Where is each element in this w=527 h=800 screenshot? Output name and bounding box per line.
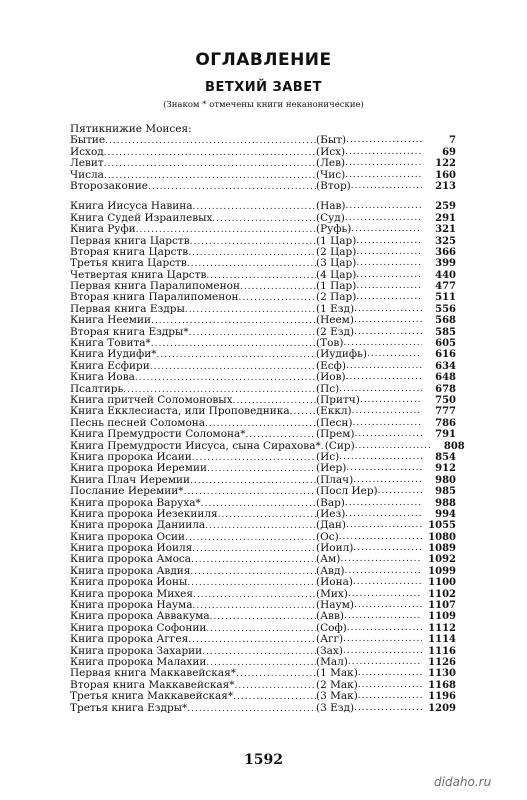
toc-entry-page: 399 xyxy=(435,258,456,270)
toc-entry xyxy=(70,691,456,702)
toc-entry-abbreviation: (2 Езд) xyxy=(316,325,355,338)
leader-dots xyxy=(201,499,316,510)
leader-dots xyxy=(236,669,316,680)
toc-entry-title: Книга пророка Иеремии xyxy=(70,462,207,475)
toc-entry-abbreviation: (Мал) xyxy=(316,655,348,668)
toc-entry xyxy=(70,224,456,235)
toc-entry-page: 440 xyxy=(435,269,456,281)
toc-entry-page: 1107 xyxy=(428,600,456,612)
leader-dots xyxy=(378,486,422,497)
toc-entry-page: 1055 xyxy=(428,520,456,532)
leader-dots xyxy=(345,158,422,169)
toc-entry-abbreviation: (1 Пар) xyxy=(316,280,357,293)
pentateuch-label: Пятикнижие Моисея: xyxy=(70,123,192,135)
leader-dots xyxy=(193,590,316,601)
toc-entry-title: Книга Иудифи* xyxy=(70,348,157,361)
toc-entry-page: 511 xyxy=(435,292,456,304)
toc-entry-abbr-wrap xyxy=(316,520,422,531)
toc-entry-abbreviation: (3 Езд) xyxy=(316,701,355,714)
toc-entry-abbreviation: (Втор) xyxy=(316,179,351,192)
leader-dots xyxy=(218,510,316,521)
table-of-contents xyxy=(70,123,465,714)
toc-entry xyxy=(70,181,456,192)
toc-entry-abbreviation: (Ос) xyxy=(316,530,339,543)
pentateuch-list xyxy=(70,135,456,192)
leader-dots xyxy=(353,543,422,554)
leader-dots xyxy=(348,589,422,600)
toc-entry xyxy=(70,372,456,383)
toc-entry-abbreviation: (Руфь) xyxy=(316,223,352,236)
toc-entry-title: Левит xyxy=(70,157,104,170)
toc-entry-abbreviation: (Дан) xyxy=(316,519,346,532)
leader-dots xyxy=(344,611,422,622)
leader-dots xyxy=(354,304,422,315)
leader-dots xyxy=(356,292,422,303)
leader-dots xyxy=(343,646,422,657)
toc-entry xyxy=(70,577,456,588)
toc-entry-abbr-wrap xyxy=(316,372,422,383)
leader-dots xyxy=(348,657,422,668)
toc-entry-page: 366 xyxy=(435,246,456,258)
toc-entry-title: Книга пророка Даниила xyxy=(70,519,206,532)
leader-dots xyxy=(352,406,422,417)
toc-entry-page: 1080 xyxy=(428,531,456,543)
toc-entry-abbreviation: (Зах) xyxy=(316,644,343,657)
leader-dots xyxy=(354,600,422,611)
toc-entry-page: 777 xyxy=(435,406,456,418)
toc-entry-page: 160 xyxy=(435,169,456,181)
toc-entry-page: 259 xyxy=(435,201,456,213)
leader-dots xyxy=(353,577,422,588)
toc-entry-abbreviation: (Пс) xyxy=(316,382,340,395)
leader-dots xyxy=(358,668,422,679)
toc-entry-abbreviation: (Вар) xyxy=(316,496,345,509)
toc-entry xyxy=(70,486,456,497)
toc-entry xyxy=(70,634,456,645)
toc-entry-page: 1100 xyxy=(428,577,456,589)
leader-dots xyxy=(356,236,422,247)
toc-entry-title: Книга пророка Варуха* xyxy=(70,496,201,509)
toc-entry-abbreviation: (Песн) xyxy=(316,416,353,429)
toc-entry-page: 1209 xyxy=(428,702,456,714)
toc-entry-abbreviation: (Нав) xyxy=(316,200,346,213)
toc-entry-title: Послание Иеремии* xyxy=(70,485,184,498)
toc-entry-title: Книга пророка Иезекииля xyxy=(70,507,218,520)
leader-dots xyxy=(356,258,422,269)
leader-dots xyxy=(104,148,316,159)
toc-entry-title: Четвертая книга Царств xyxy=(70,268,207,281)
toc-entry-page: 7 xyxy=(449,135,456,147)
toc-entry xyxy=(70,158,456,169)
toc-entry-page: 750 xyxy=(435,394,456,406)
watermark-logo: didaho.ru xyxy=(434,775,492,789)
toc-entry-abbr-wrap xyxy=(316,577,422,588)
leader-dots xyxy=(239,293,316,304)
toc-entry-title: Первая книга Царств xyxy=(70,234,190,247)
toc-entry-abbr-wrap xyxy=(316,181,422,192)
leader-dots xyxy=(345,498,422,509)
toc-entry-title: Книга Руфи xyxy=(70,223,136,236)
toc-entry-abbreviation: (1 Цар) xyxy=(316,234,357,247)
leader-dots xyxy=(354,429,422,440)
toc-entry-page: 321 xyxy=(435,224,456,236)
toc-entry-title: Первая книга Ездры xyxy=(70,302,185,315)
toc-entry-abbreviation: (Мих) xyxy=(316,587,348,600)
leader-dots xyxy=(210,612,316,623)
leader-dots xyxy=(346,201,422,212)
leader-dots xyxy=(193,601,317,612)
toc-entry-title: Книга Иова xyxy=(70,371,135,384)
toc-entry-abbreviation: (Ис) xyxy=(316,450,340,463)
toc-entry-page: 1109 xyxy=(428,611,456,623)
toc-entry-title: Книга пророка Осии xyxy=(70,530,185,543)
toc-entry-abbreviation: (2 Пар) xyxy=(316,291,357,304)
toc-entry-page: 1196 xyxy=(428,691,456,703)
toc-entry-abbreviation: (Иона) xyxy=(316,576,353,589)
toc-entry-page: 912 xyxy=(435,463,456,475)
toc-entry-title: Числа xyxy=(70,168,104,181)
leader-dots xyxy=(339,452,422,463)
leader-dots xyxy=(233,692,316,703)
toc-entry-title: Первая книга Маккавейская* xyxy=(70,667,236,680)
leader-dots xyxy=(356,247,422,258)
toc-entry-title: Книга Иисуса Навина xyxy=(70,200,193,213)
toc-entry xyxy=(70,520,456,531)
toc-entry-title: Книга пророка Софонии xyxy=(70,621,207,634)
toc-entry-page: 616 xyxy=(435,349,456,361)
toc-entry-title: Песнь песней Соломона xyxy=(70,416,206,429)
toc-entry-page: 1089 xyxy=(428,543,456,555)
toc-entry-page: 1099 xyxy=(428,565,456,577)
leader-dots xyxy=(190,237,316,248)
toc-entry-page: 786 xyxy=(435,417,456,429)
canon-note: (Знаком * отмечены книги неканонические) xyxy=(163,100,364,110)
toc-entry-abbr-wrap xyxy=(316,691,422,702)
leader-dots xyxy=(367,349,422,360)
toc-entry-title: Книга Неемии xyxy=(70,314,151,327)
toc-entry-abbreviation: (4 Цар) xyxy=(316,268,357,281)
toc-entry-abbreviation: (Исх) xyxy=(316,145,346,158)
toc-entry-page: 854 xyxy=(435,451,456,463)
toc-entry-page: 291 xyxy=(435,212,456,224)
toc-entry-title: Книга пророка Авдия xyxy=(70,564,191,577)
toc-entry-page: 568 xyxy=(435,315,456,327)
toc-entry-page: 213 xyxy=(435,180,456,192)
toc-entry-abbreviation: (Еккл) xyxy=(316,405,352,418)
toc-entry-page: 1126 xyxy=(428,656,456,668)
page-title: ОГЛАВЛЕНИЕ xyxy=(195,50,332,70)
toc-entry-abbreviation: (1 Езд) xyxy=(316,302,355,315)
toc-entry-page: 808 xyxy=(443,440,465,452)
toc-entry-page: 1130 xyxy=(428,668,456,680)
leader-dots xyxy=(212,214,316,225)
toc-entry-title: Книга Екклесиаста, или Проповедника xyxy=(70,405,290,418)
leader-dots xyxy=(188,635,316,646)
leader-dots xyxy=(290,407,316,418)
leader-dots xyxy=(347,623,422,634)
toc-entry-page: 994 xyxy=(435,508,456,520)
leader-dots xyxy=(340,554,422,565)
leader-dots xyxy=(157,350,317,361)
leader-dots xyxy=(207,464,316,475)
leader-dots xyxy=(240,282,316,293)
toc-entry-page: 556 xyxy=(435,303,456,315)
leader-dots xyxy=(346,135,422,146)
toc-entry-title: Книга пророка Малахии xyxy=(70,655,207,668)
toc-entry-page: 1102 xyxy=(428,588,456,600)
toc-entry-title: Книга Есфири xyxy=(70,359,150,372)
toc-entry-abbreviation: (2 Цар) xyxy=(316,245,357,258)
toc-entry-abbreviation: (Соф) xyxy=(316,621,347,634)
toc-entry-abbr-wrap xyxy=(325,441,431,452)
leader-dots xyxy=(135,373,316,384)
leader-dots xyxy=(360,395,422,406)
leader-dots xyxy=(356,270,422,281)
toc-entry-title: Вторая книга Маккавейская* xyxy=(70,678,235,691)
leader-dots xyxy=(345,566,422,577)
leader-dots xyxy=(185,533,316,544)
leader-dots xyxy=(104,159,316,170)
toc-entry-title: Книга Плач Иеремии xyxy=(70,473,191,486)
toc-entry-title: Книга пророка Наума xyxy=(70,599,193,612)
toc-entry xyxy=(70,463,456,474)
toc-entry-title: Книга пророка Исаии xyxy=(70,450,192,463)
toc-entry-abbr-wrap xyxy=(316,224,422,235)
leader-dots xyxy=(105,136,316,147)
toc-entry-abbreviation: (1 Мак) xyxy=(316,667,358,680)
toc-entry-abbreviation: (Неем) xyxy=(316,314,354,327)
leader-dots xyxy=(345,509,422,520)
toc-entry-title: Третья книга Царств xyxy=(70,257,187,270)
leader-dots xyxy=(185,305,316,316)
toc-entry-abbreviation: (Тов) xyxy=(316,337,344,350)
toc-entry-title: Третья книга Маккавейская* xyxy=(70,690,234,703)
toc-entry-title: Вторая книга Паралипоменон xyxy=(70,291,239,304)
toc-entry-title: Бытие xyxy=(70,134,106,147)
leader-dots xyxy=(192,453,316,464)
toc-entry xyxy=(70,429,456,440)
leader-dots xyxy=(356,281,422,292)
toc-entry xyxy=(70,147,456,158)
toc-entry-page: 988 xyxy=(435,497,456,509)
toc-entry xyxy=(70,135,456,146)
toc-entry-title: Книга пророка Иоиля xyxy=(70,542,193,555)
leader-dots xyxy=(351,181,422,192)
leader-dots xyxy=(355,441,431,452)
toc-entry-abbreviation: (3 Мак) xyxy=(316,690,358,703)
toc-entry-abbreviation: (Наум) xyxy=(316,599,354,612)
leader-dots xyxy=(354,327,422,338)
leader-dots xyxy=(345,147,422,158)
toc-entry-abbr-wrap xyxy=(316,486,422,497)
leader-dots xyxy=(358,691,422,702)
toc-entry-page: 1168 xyxy=(428,679,456,691)
leader-dots xyxy=(345,213,422,224)
leader-dots xyxy=(346,361,422,372)
toc-entry-page: 1116 xyxy=(428,645,456,657)
toc-entry-page: 585 xyxy=(435,326,456,338)
toc-entry-title: Книга Судей Израилевых xyxy=(70,211,213,224)
toc-entry-abbreviation: (2 Мак) xyxy=(316,678,358,691)
toc-entry-page: 325 xyxy=(435,235,456,247)
toc-entry-title: Книга Премудрости Иисуса, сына Сирахова* xyxy=(70,439,321,452)
toc-entry-page: 1114 xyxy=(428,634,456,646)
toc-entry-title: Книга Премудрости Соломона* xyxy=(70,428,246,441)
leader-dots xyxy=(206,624,316,635)
toc-entry-abbreviation: (Авд) xyxy=(316,564,345,577)
leader-dots xyxy=(346,372,422,383)
toc-entry-abbr-wrap xyxy=(316,634,422,645)
toc-entry-page: 477 xyxy=(435,281,456,293)
toc-entry-abbreviation: (Лев) xyxy=(316,157,346,170)
toc-entry-abbreviation: (Иоил) xyxy=(316,542,354,555)
toc-entry-abbreviation: (Иер) xyxy=(316,462,347,475)
leader-dots xyxy=(188,248,316,259)
leader-dots xyxy=(345,170,422,181)
toc-entry-abbreviation: (Иудифь) xyxy=(316,348,367,361)
leader-dots xyxy=(187,704,316,715)
toc-entry-abbreviation: (Агг) xyxy=(316,633,344,646)
toc-entry-title: Книга пророка Аввакума xyxy=(70,610,210,623)
toc-entry-page: 791 xyxy=(435,429,456,441)
toc-entry-page: 605 xyxy=(435,338,456,350)
leader-dots xyxy=(184,487,316,498)
toc-entry-title: Третья книга Ездры* xyxy=(70,701,188,714)
toc-entry xyxy=(70,315,456,326)
leader-dots xyxy=(202,647,316,658)
toc-entry-page: 634 xyxy=(435,360,456,372)
toc-entry-title: Книга Товита* xyxy=(70,337,151,350)
leader-dots xyxy=(354,703,422,714)
page-number: 1592 xyxy=(244,752,283,768)
leader-dots xyxy=(187,578,316,589)
toc-entry-abbr-wrap xyxy=(316,258,422,269)
books-list xyxy=(70,200,465,714)
toc-entry-page: 1092 xyxy=(428,554,456,566)
toc-entry-page: 122 xyxy=(435,158,456,170)
toc-entry-abbreviation: (Посл Иер) xyxy=(316,485,378,498)
leader-dots xyxy=(151,339,316,350)
toc-entry-title: Книга пророка Захарии xyxy=(70,644,203,657)
toc-entry-abbreviation: (Ам) xyxy=(316,553,341,566)
toc-entry-title: Псалтирь xyxy=(70,382,124,395)
toc-entry-abbreviation: (Быт) xyxy=(316,134,347,147)
toc-entry-abbreviation: (Суд) xyxy=(316,211,345,224)
toc-entry-abbreviation: (Плач) xyxy=(316,473,354,486)
leader-dots xyxy=(190,567,316,578)
toc-entry-title: Вторая книга Царств xyxy=(70,245,189,258)
leader-dots xyxy=(343,634,422,645)
toc-entry-page: 1112 xyxy=(428,622,456,634)
toc-entry-abbreviation: (Иов) xyxy=(316,371,346,384)
toc-entry-abbr-wrap xyxy=(316,703,422,714)
toc-entry-abbreviation: (Иез) xyxy=(316,507,346,520)
toc-entry-title: Первая книга Паралипоменон xyxy=(70,280,240,293)
toc-entry-page: 69 xyxy=(442,146,456,158)
toc-entry-abbreviation: (Притч) xyxy=(316,393,360,406)
leader-dots xyxy=(352,418,422,429)
leader-dots xyxy=(148,182,316,193)
toc-entry-abbr-wrap xyxy=(316,429,422,440)
toc-entry-abbreviation: (Есф) xyxy=(316,359,346,372)
leader-dots xyxy=(235,681,316,692)
leader-dots xyxy=(354,315,422,326)
toc-entry xyxy=(70,258,456,269)
toc-entry-title: Книга пророка Амоса xyxy=(70,553,192,566)
toc-entry-abbreviation: (Авв) xyxy=(316,610,344,623)
toc-entry-title: Книга пророка Аггея xyxy=(70,633,189,646)
leader-dots xyxy=(358,680,422,691)
leader-dots xyxy=(150,362,316,373)
leader-dots xyxy=(190,476,316,487)
toc-entry-title: Книга пророка Михея xyxy=(70,587,193,600)
leader-dots xyxy=(192,544,316,555)
toc-entry-title: Второзаконие xyxy=(70,179,148,192)
toc-entry-abbreviation: (3 Цар) xyxy=(316,257,357,270)
toc-entry-title: Книга пророка Ионы xyxy=(70,576,188,589)
toc-entry-abbreviation: (Сир) xyxy=(324,439,355,452)
toc-entry-page: 678 xyxy=(435,383,456,395)
leader-dots xyxy=(346,463,422,474)
toc-entry-abbreviation: (Чис) xyxy=(316,168,346,181)
toc-entry-page: 985 xyxy=(435,486,456,498)
toc-entry-abbreviation: (Прем) xyxy=(316,428,355,441)
toc-entry-title: Книга притчей Соломоновых xyxy=(70,393,233,406)
leader-dots xyxy=(205,521,316,532)
leader-dots xyxy=(189,328,316,339)
toc-entry-title: Вторая книга Ездры* xyxy=(70,325,189,338)
leader-dots xyxy=(191,555,316,566)
toc-entry-abbr-wrap xyxy=(316,158,422,169)
toc-entry-page: 980 xyxy=(435,474,456,486)
toc-entry xyxy=(70,703,456,714)
leader-dots xyxy=(351,224,422,235)
leader-dots xyxy=(346,520,422,531)
toc-entry-abbr-wrap xyxy=(316,315,422,326)
toc-entry-title: Исход xyxy=(70,145,104,158)
section-subtitle: ВЕТХИЙ ЗАВЕТ xyxy=(205,80,322,95)
toc-entry-page: 648 xyxy=(435,372,456,384)
